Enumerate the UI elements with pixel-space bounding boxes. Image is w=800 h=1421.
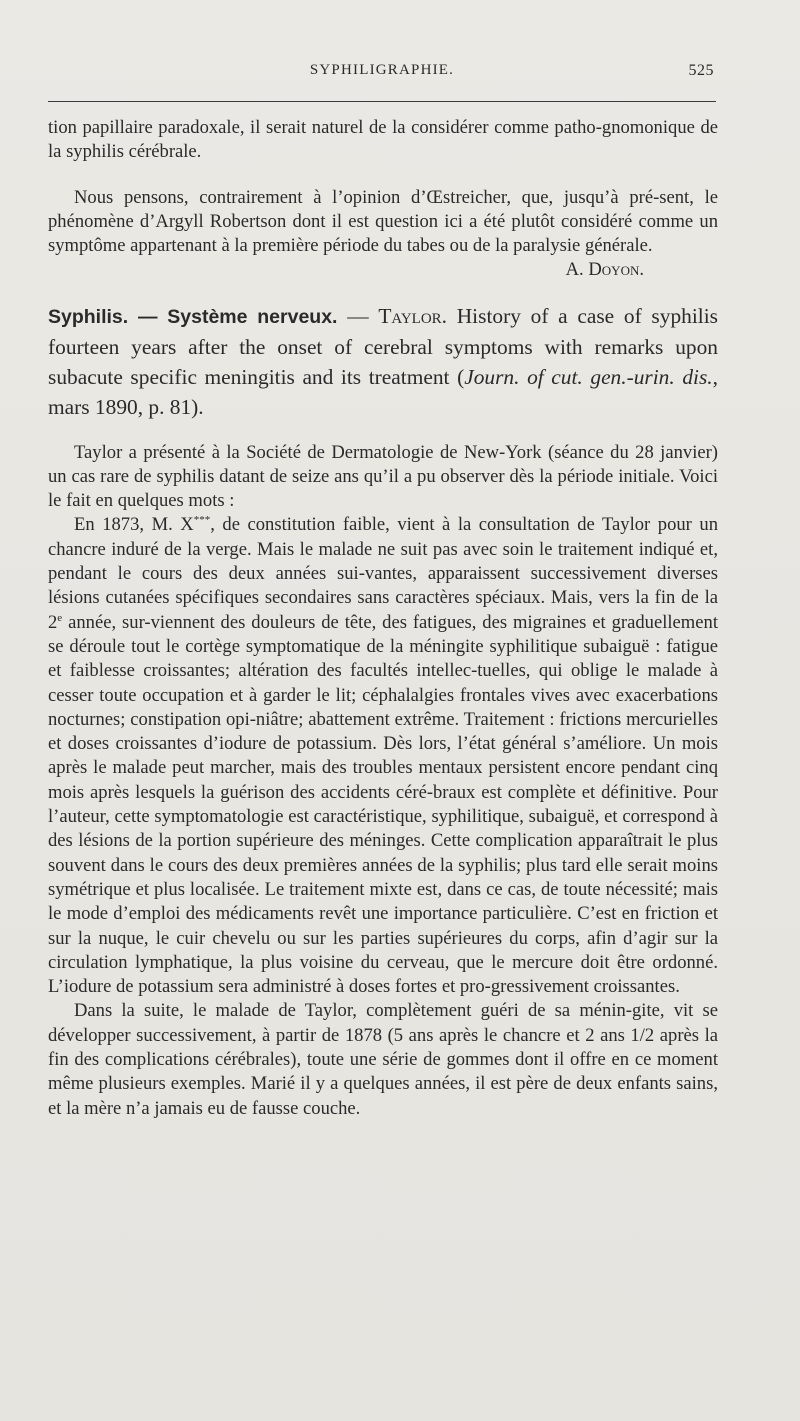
ordinal-superscript: e xyxy=(57,611,63,624)
paragraph-followup: Dans la suite, le malade de Taylor, complètement guéri de sa ménin-gite, vit se développer successivement, à partir de 1878 (5 ans après le chancre et 2 ans 1/2 après la fin des complications cérébrales), toute une série de gommes dont il offre en ce moment même plusieurs exemples. Marié il y a quelques années, il est père de deux enfants sains, et la mère n’a jamais eu de fausse couche. xyxy=(48,1000,718,1119)
body-text xyxy=(48,116,718,1121)
paragraph-case xyxy=(48,513,718,999)
paragraph-continuation: tion papillaire paradoxale, il serait naturel de la considérer comme patho-gnomonique de la syphilis cérébrale. xyxy=(48,117,718,163)
heading-dash: — xyxy=(337,303,379,328)
signature-name: Doyon. xyxy=(588,259,644,281)
paragraph-opinion: Nous pensons, contrairement à l’opinion d’Œstreicher, que, jusqu’à pré-sent, le phénomène d’Argyll Robertson dont il est question ici a été plutôt considéré comme un symptôme appartenant à la première période du tabes ou de la paralysie générale. xyxy=(48,186,718,257)
paragraph-presentation: Taylor a présenté à la Société de Dermatologie de New-York (séance du 28 janvier) un cas rare de syphilis datant de seize ans qu’il a pu observer dès la période initiale. Voici le fait en quelques mots : xyxy=(48,441,718,512)
case-text-main: , de constitution faible, vient à la consultation de Taylor pour un chancre induré de la verge. Mais le malade ne suit pas avec soin le traitement indiqué et, pendant le cours des deux années sui-vantes, apparaissent successivement diverses lésions cutanées spécifiques secondaires sans caractères spéciaux. Mais, vers la fin de la 2 xyxy=(48,514,718,633)
running-title: SYPHILIGRAPHIE. xyxy=(309,62,455,78)
heading-subject: Syphilis. — Système nerveux. xyxy=(48,305,338,328)
heading-journal: Journ. of cut. gen.-urin. dis. xyxy=(464,365,713,390)
page-number: 525 xyxy=(688,62,714,79)
header-rule xyxy=(48,101,716,102)
heading-author: Taylor. xyxy=(378,303,448,328)
heading-date: , mars 1890, p. 81). xyxy=(48,365,718,420)
case-text-start: En 1873, M. X xyxy=(74,514,194,536)
heading-title: History of a case of syphilis fourteen years after the onset of cerebral symptoms with remarks upon subacute specific meningitis and its treatment ( xyxy=(48,303,718,390)
signature-initial: A. xyxy=(565,259,589,281)
case-asterisks: *** xyxy=(193,514,211,527)
signature xyxy=(48,258,718,282)
article-heading xyxy=(48,301,718,423)
running-head xyxy=(48,62,716,88)
case-text-end: année, sur-viennent des douleurs de tête, des fatigues, des migraines et graduellement se déroule tout le cortège symptomatique de la méningite syphilitique subaiguë : fatigue et faiblesse croissantes; altération des facultés intellec-tuelles, qui oblige le malade à cesser toute occupation et à garder le lit; céphalalgies frontales vives avec exacerbations nocturnes; constipation opi-niâtre; abattement extrême. Traitement : frictions mercurielles et doses croissantes d’iodure de potassium. Dès lors, l’état général s’améliore. Un mois après le malade peut marcher, mais des troubles mentaux persistent encore pendant cinq mois après lesquels la guérison des accidents céré-braux est complète et définitive. Pour l’auteur, cette symptomatologie est caractéristique, syphilitique, subaiguë, et correspond à des lésions de la portion supérieure des méninges. Cette complication apparaîtrait le plus souvent dans le cours des deux premières années de la syphilis; plus tard elle serait moins symétrique et plus localisée. Le traitement mixte est, dans ce cas, de toute nécessité; mais le mode d’emploi des médicaments revêt une importance particulière. C’est en friction et sur la nuque, le cuir chevelu ou sur les parties supérieures du corps, afin d’agir sur la circulation lymphatique, la plus voisine du cerveau, que le mercure doit être ordonné. L’iodure de potassium sera administré à doses fortes et pro-gressivement croissantes. xyxy=(48,611,718,998)
